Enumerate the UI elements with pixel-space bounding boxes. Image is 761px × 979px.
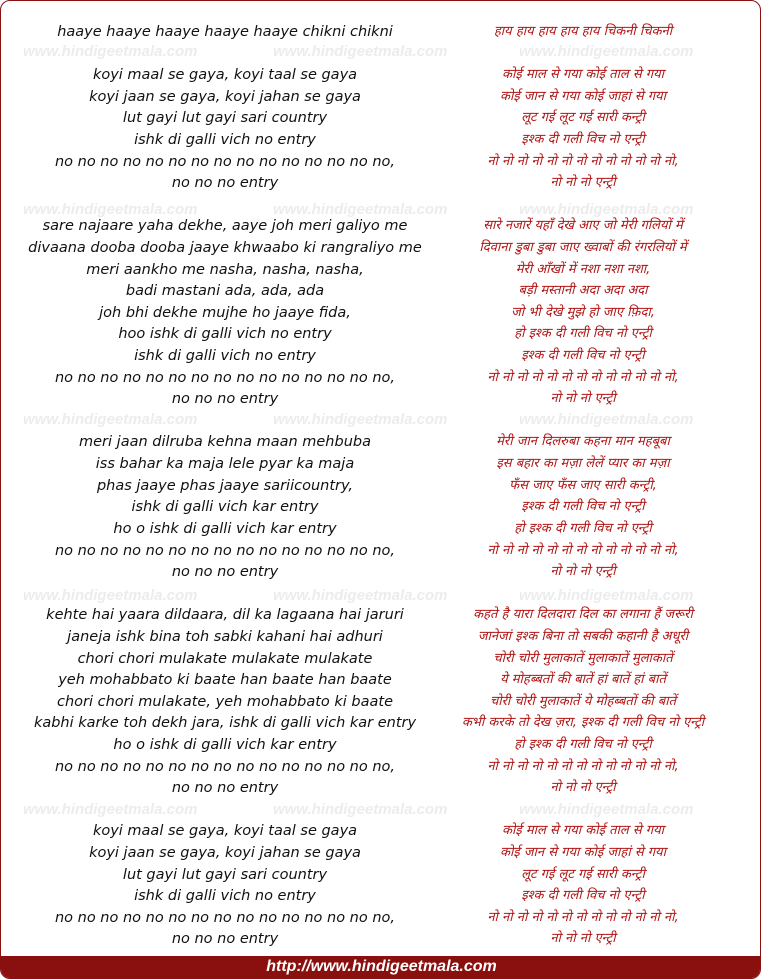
lyric-english: no no no entry (171, 931, 279, 947)
lyric-english: ho o ishk di galli vich kar entry (113, 737, 337, 753)
lyric-hindi: कभी करके तो देख ज़रा, इश्क दी गली विच नो एन्ट्री (461, 715, 705, 730)
watermark-text: www.hindigeetmala.com (23, 43, 198, 60)
lyric-line (1, 64, 761, 86)
lyric-english: joh bhi dekhe mujhe ho jaaye fida, (99, 305, 351, 321)
lyric-hindi: नो नो नो एन्ट्री (550, 175, 616, 190)
lyric-line (1, 691, 761, 713)
lyric-english: kabhi karke toh dekh jara, ishk di galli vich kar entry (33, 715, 417, 731)
lyric-hindi: जानेजां इश्क बिना तो सबकी कहानी है अधूरी (477, 629, 689, 644)
watermark-text: www.hindigeetmala.com (23, 411, 198, 428)
lyric-hindi: जो भी देखे मुझे हो जाए फ़िदा, (511, 305, 655, 320)
lyric-hindi: नो नो नो एन्ट्री (550, 931, 616, 946)
lyric-hindi: हो इश्क दी गली विच नो एन्ट्री (514, 737, 652, 752)
lyric-hindi: नो नो नो नो नो नो नो नो नो नो नो नो नो, (487, 910, 679, 925)
lyric-line (1, 367, 761, 389)
lyric-hindi: मेरी जान दिलरुबा कहना मान महबूबा (496, 434, 670, 449)
lyric-hindi: कोई माल से गया कोई ताल से गया (502, 823, 664, 838)
watermark-text: www.hindigeetmala.com (519, 587, 694, 604)
lyric-line (1, 907, 761, 929)
watermark-text: www.hindigeetmala.com (273, 587, 448, 604)
lyric-line (1, 928, 761, 950)
lyric-line (1, 734, 761, 756)
watermark-text: www.hindigeetmala.com (273, 201, 448, 218)
lyric-english: sare najaare yaha dekhe, aaye joh meri galiyo me (42, 218, 408, 234)
watermark-text: www.hindigeetmala.com (23, 801, 198, 818)
watermark-text: www.hindigeetmala.com (519, 201, 694, 218)
lyric-line (1, 259, 761, 281)
lyric-english: kehte hai yaara dildaara, dil ka lagaana hai jaruri (46, 607, 404, 623)
lyric-english: lut gayi lut gayi sari country (122, 867, 328, 883)
lyric-english: no no no no no no no no no no no no no no no, (54, 543, 396, 559)
lyric-english: ishk di galli vich no entry (134, 888, 316, 904)
lyric-hindi: ये मोहब्बतों की बातें हां बातें हां बातें (500, 672, 666, 687)
lyric-line (1, 237, 761, 259)
lyric-line (1, 345, 761, 367)
lyric-english: yeh mohabbato ki baate han baate han baate (58, 672, 392, 688)
watermark-text: www.hindigeetmala.com (273, 411, 448, 428)
watermark-row (1, 411, 761, 429)
lyric-line (1, 777, 761, 799)
lyric-hindi: नो नो नो एन्ट्री (550, 391, 616, 406)
lyric-english: ishk di galli vich no entry (134, 348, 316, 364)
lyric-hindi: इश्क दी गली विच नो एन्ट्री (521, 888, 645, 903)
watermark-row (1, 801, 761, 819)
footer-url-link[interactable]: http://www.hindigeetmala.com (266, 958, 497, 975)
lyric-line (1, 626, 761, 648)
lyric-english: phas jaaye phas jaaye sariicountry, (96, 478, 354, 494)
lyric-english: no no no entry (171, 391, 279, 407)
lyric-english: no no no no no no no no no no no no no no no, (54, 910, 396, 926)
watermark-row (1, 587, 761, 605)
lyric-hindi: नो नो नो एन्ट्री (550, 780, 616, 795)
lyric-line (1, 388, 761, 410)
lyric-line (1, 431, 761, 453)
lyric-hindi: लूट गई लूट गई सारी कन्ट्री (521, 110, 645, 125)
watermark-text: www.hindigeetmala.com (23, 587, 198, 604)
lyric-english: ishk di galli vich no entry (134, 132, 316, 148)
watermark-text: www.hindigeetmala.com (273, 801, 448, 818)
lyric-line (1, 669, 761, 691)
lyric-line (1, 302, 761, 324)
lyric-hindi: कहते है यारा दिलदारा दिल का लगाना हैं जरूरी (473, 607, 693, 622)
lyric-line (1, 129, 761, 151)
lyric-line (1, 86, 761, 108)
lyric-line (1, 756, 761, 778)
watermark-text: www.hindigeetmala.com (519, 801, 694, 818)
lyric-english: koyi jaan se gaya, koyi jahan se gaya (89, 845, 361, 861)
footer-bar (1, 956, 761, 978)
lyric-line (1, 453, 761, 475)
lyric-english: chori chori mulakate mulakate mulakate (77, 651, 373, 667)
lyric-hindi: नो नो नो नो नो नो नो नो नो नो नो नो नो, (487, 543, 679, 558)
lyric-english: koyi maal se gaya, koyi taal se gaya (92, 823, 358, 839)
watermark-row (1, 43, 761, 61)
lyric-line (1, 604, 761, 626)
lyric-english: ishk di galli vich kar entry (131, 499, 319, 515)
lyric-english: hoo ishk di galli vich no entry (118, 326, 332, 342)
lyric-english: ho o ishk di galli vich kar entry (113, 521, 337, 537)
lyric-line (1, 151, 761, 173)
lyric-english: haaye haaye haaye haaye haaye chikni chikni (57, 24, 393, 40)
watermark-text: www.hindigeetmala.com (23, 201, 198, 218)
lyric-english: no no no no no no no no no no no no no no no, (54, 370, 396, 386)
lyric-english: no no no no no no no no no no no no no no no, (54, 759, 396, 775)
lyric-line (1, 648, 761, 670)
lyric-line (1, 323, 761, 345)
lyric-hindi: कोई जान से गया कोई जाहां से गया (500, 89, 666, 104)
lyric-hindi: हाय हाय हाय हाय हाय चिकनी चिकनी (493, 24, 673, 39)
lyric-english: lut gayi lut gayi sari country (122, 110, 328, 126)
lyric-hindi: नो नो नो नो नो नो नो नो नो नो नो नो नो, (487, 759, 679, 774)
lyric-line (1, 280, 761, 302)
lyric-hindi: कोई जान से गया कोई जाहां से गया (500, 845, 666, 860)
watermark-text: www.hindigeetmala.com (519, 411, 694, 428)
lyric-line (1, 518, 761, 540)
lyric-hindi: चोरी चोरी मुलाकातें मुलाकातें मुलाकातें (493, 651, 673, 666)
lyric-hindi: दिवाना डुबा डुबा जाए ख्वाबों की रंगरलियों में (479, 240, 687, 255)
lyric-english: janeja ishk bina toh sabki kahani hai adhuri (67, 629, 383, 645)
lyric-english: badi mastani ada, ada, ada (125, 283, 325, 299)
lyric-hindi: मेरी आँखों में नशा नशा नशा, (515, 262, 651, 277)
lyric-english: koyi jaan se gaya, koyi jahan se gaya (89, 89, 361, 105)
lyric-english: iss bahar ka maja lele pyar ka maja (95, 456, 355, 472)
lyric-line (1, 820, 761, 842)
lyric-line (1, 885, 761, 907)
lyric-line (1, 561, 761, 583)
lyric-line (1, 842, 761, 864)
lyric-line (1, 540, 761, 562)
lyric-hindi: नो नो नो एन्ट्री (550, 564, 616, 579)
lyric-line (1, 21, 761, 43)
lyric-english: chori chori mulakate, yeh mohabbato ki baate (56, 694, 394, 710)
lyric-hindi: इश्क दी गली विच नो एन्ट्री (521, 348, 645, 363)
lyric-line (1, 496, 761, 518)
lyric-english: no no no entry (171, 175, 279, 191)
lyric-english: no no no entry (171, 780, 279, 796)
lyric-hindi: चोरी चोरी मुलाकातें ये मोहब्बतों की बातें (489, 694, 677, 709)
lyric-english: meri aankho me nasha, nasha, nasha, (86, 262, 364, 278)
lyric-hindi: इस बहार का मज़ा लेलें प्यार का मज़ा (496, 456, 670, 471)
lyric-english: meri jaan dilruba kehna maan mehbuba (79, 434, 371, 450)
watermark-text: www.hindigeetmala.com (273, 43, 448, 60)
lyric-hindi: फँस जाए फँस जाए सारी कन्ट्री, (509, 478, 657, 493)
lyric-english: no no no entry (171, 564, 279, 580)
lyric-line (1, 475, 761, 497)
lyric-hindi: लूट गई लूट गई सारी कन्ट्री (521, 867, 645, 882)
lyric-english: no no no no no no no no no no no no no no no, (54, 154, 396, 170)
lyric-hindi: कोई माल से गया कोई ताल से गया (502, 67, 664, 82)
lyric-hindi: सारे नजारें यहाँ देखे आए जो मेरी गलियों में (483, 218, 683, 233)
lyric-hindi: हो इश्क दी गली विच नो एन्ट्री (514, 326, 652, 341)
lyric-hindi: हो इश्क दी गली विच नो एन्ट्री (514, 521, 652, 536)
lyric-hindi: नो नो नो नो नो नो नो नो नो नो नो नो नो, (487, 370, 679, 385)
lyric-line (1, 107, 761, 129)
lyric-english: koyi maal se gaya, koyi taal se gaya (92, 67, 358, 83)
lyric-hindi: नो नो नो नो नो नो नो नो नो नो नो नो नो, (487, 154, 679, 169)
lyric-line (1, 712, 761, 734)
lyric-english: divaana dooba dooba jaaye khwaabo ki rangraliyo me (28, 240, 422, 256)
lyric-line (1, 215, 761, 237)
watermark-text: www.hindigeetmala.com (519, 43, 694, 60)
lyric-line (1, 864, 761, 886)
lyric-hindi: इश्क दी गली विच नो एन्ट्री (521, 499, 645, 514)
lyric-hindi: इश्क दी गली विच नो एन्ट्री (521, 132, 645, 147)
lyric-hindi: बड़ी मस्तानी अदा अदा अदा (518, 283, 648, 298)
lyric-line (1, 172, 761, 194)
